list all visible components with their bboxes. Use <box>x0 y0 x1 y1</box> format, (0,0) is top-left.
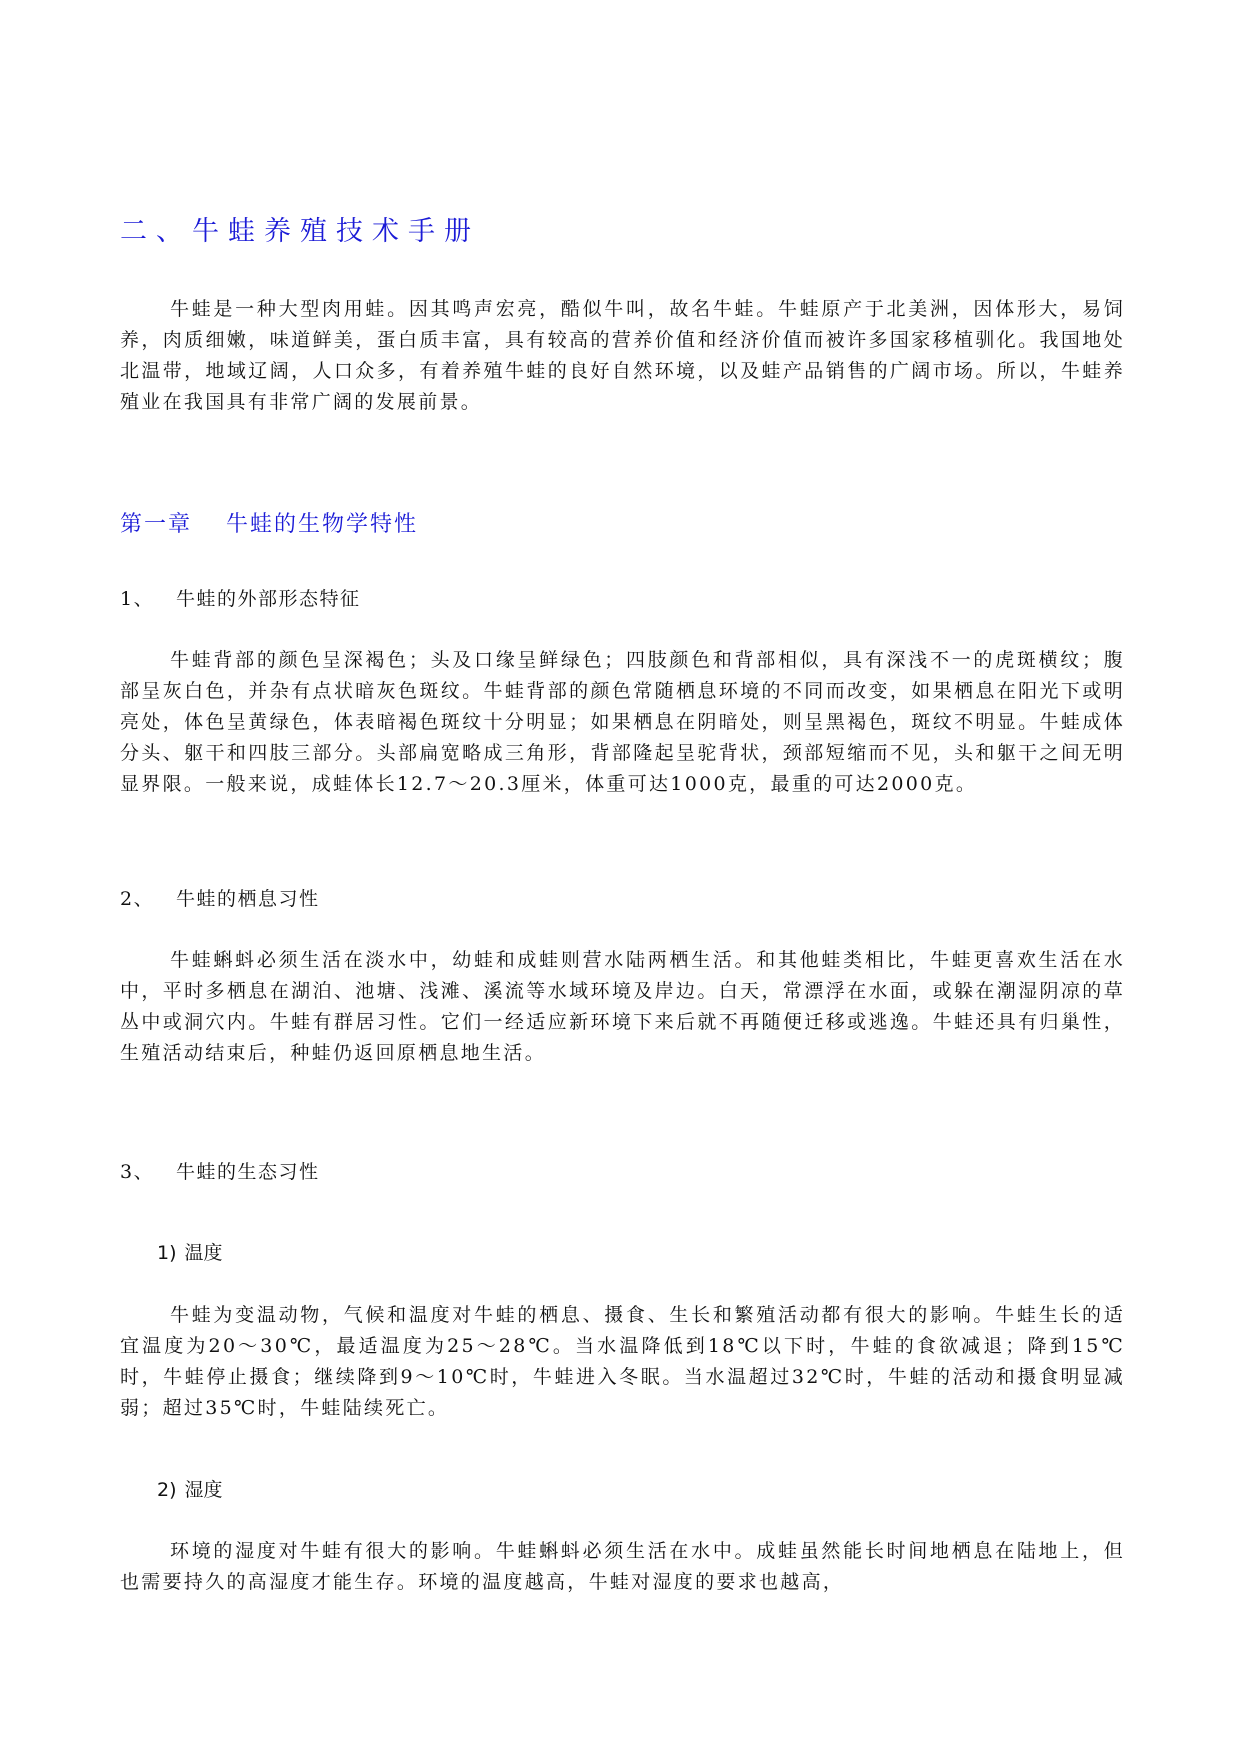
section-heading-3 <box>120 1157 1125 1184</box>
chapter-title: 牛蛙的生物学特性 <box>226 512 419 537</box>
document-title: 二、牛蛙养殖技术手册 <box>120 216 480 247</box>
section-paragraph-1: 牛蛙背部的颜色呈深褐色；头及口缘呈鲜绿色；四肢颜色和背部相似，具有深浅不一的虎斑横纹；腹部呈灰白色，并杂有点状暗灰色斑纹。牛蛙背部的颜色常随栖息环境的不同而改变，如果栖息在阳光下或明亮处，体色呈黄绿色，体表暗褐色斑纹十分明显；如果栖息在阴暗处，则呈黑褐色，斑纹不明显。牛蛙成体分头、躯干和四肢三部分。头部扁宽略成三角形，背部隆起呈驼背状，颈部短缩而不见，头和躯干之间无明显界限。一般来说，成蛙体长12.7～20.3厘米，体重可达1000克，最重的可达2000克。 <box>120 649 1125 795</box>
subsection-title: 温度 <box>184 1242 223 1264</box>
section-title: 牛蛙的外部形态特征 <box>176 588 361 610</box>
chapter-number: 第一章 <box>120 512 193 537</box>
section-number: 2、 <box>120 888 155 910</box>
section-title: 牛蛙的生态习性 <box>176 1161 320 1183</box>
section-heading-1 <box>120 584 1125 611</box>
intro-paragraph: 牛蛙是一种大型肉用蛙。因其鸣声宏亮，酷似牛叫，故名牛蛙。牛蛙原产于北美洲，因体形大，易饲养，肉质细嫩，味道鲜美，蛋白质丰富，具有较高的营养价值和经济价值而被许多国家移植驯化。我国地处北温带，地域辽阔，人口众多，有着养殖牛蛙的良好自然环境，以及蛙产品销售的广阔市场。所以，牛蛙养殖业在我国具有非常广阔的发展前景。 <box>120 298 1125 413</box>
section-number: 3、 <box>120 1161 155 1183</box>
subsection-heading-humidity <box>157 1475 1162 1502</box>
section-number: 1、 <box>120 588 155 610</box>
subsection-paragraph-temperature: 牛蛙为变温动物，气候和温度对牛蛙的栖息、摄食、生长和繁殖活动都有很大的影响。牛蛙生长的适宜温度为20～30℃，最适温度为25～28℃。当水温降低到18℃以下时，牛蛙的食欲减退；降到15℃时，牛蛙停止摄食；继续降到9～10℃时，牛蛙进入冬眠。当水温超过32℃时，牛蛙的活动和摄食明显减弱；超过35℃时，牛蛙陆续死亡。 <box>120 1304 1125 1419</box>
section-title: 牛蛙的栖息习性 <box>176 888 320 910</box>
chapter-heading <box>120 507 1125 538</box>
subsection-title: 湿度 <box>184 1479 223 1501</box>
subsection-number: 1) <box>157 1242 177 1264</box>
section-heading-2 <box>120 884 1125 911</box>
subsection-paragraph-humidity: 环境的湿度对牛蛙有很大的影响。牛蛙蝌蚪必须生活在水中。成蛙虽然能长时间地栖息在陆地上，但也需要持久的高湿度才能生存。环境的温度越高，牛蛙对湿度的要求也越高， <box>120 1540 1125 1593</box>
section-paragraph-2: 牛蛙蝌蚪必须生活在淡水中，幼蛙和成蛙则营水陆两栖生活。和其他蛙类相比，牛蛙更喜欢生活在水中，平时多栖息在湖泊、池塘、浅滩、溪流等水域环境及岸边。白天，常漂浮在水面，或躲在潮湿阴凉的草丛中或洞穴内。牛蛙有群居习性。它们一经适应新环境下来后就不再随便迁移或逃逸。牛蛙还具有归巢性，生殖活动结束后，种蛙仍返回原栖息地生活。 <box>120 949 1125 1064</box>
subsection-heading-temperature <box>157 1238 1162 1265</box>
subsection-number: 2) <box>157 1479 177 1501</box>
